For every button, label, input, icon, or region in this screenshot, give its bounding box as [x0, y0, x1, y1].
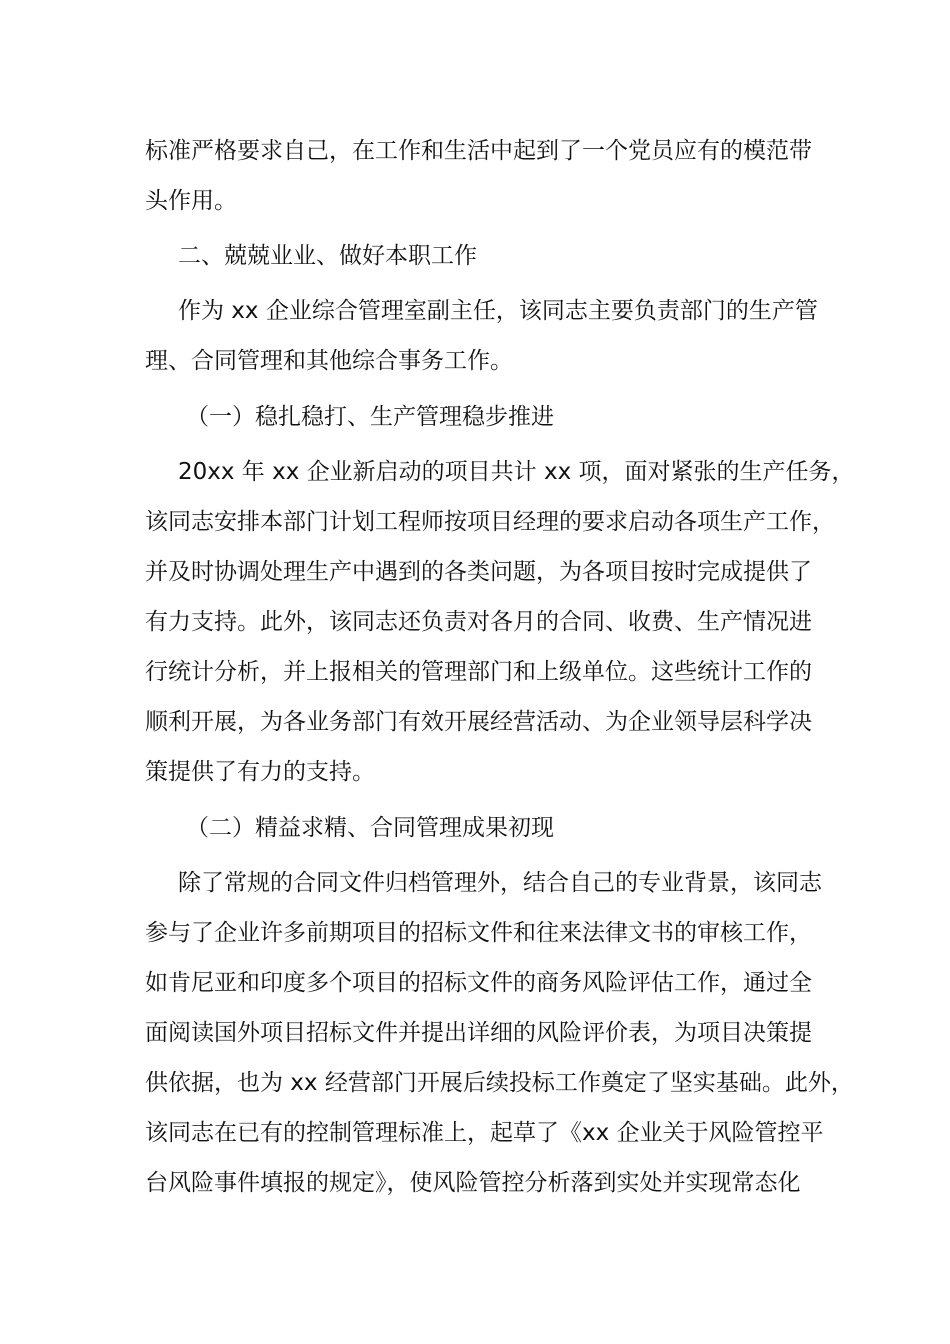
- paragraph-line: 顺利开展，为各业务部门有效开展经营活动、为企业领导层科学决: [145, 709, 812, 735]
- paragraph-line: 策提供了有力的支持。: [145, 759, 375, 785]
- paragraph-line: 头作用。: [145, 188, 237, 214]
- paragraph-line: 该同志在已有的控制管理标准上，起草了《xx 企业关于风险管控平: [145, 1120, 824, 1146]
- paragraph-line: 参与了企业许多前期项目的招标文件和往来法律文书的审核工作，: [145, 920, 812, 946]
- paragraph-line: 该同志安排本部门计划工程师按项目经理的要求启动各项生产工作，: [145, 509, 835, 535]
- paragraph-line: 理、合同管理和其他综合事务工作。: [145, 348, 513, 374]
- paragraph-line: 台风险事件填报的规定》，使风险管控分析落到实处并实现常态化: [145, 1170, 801, 1196]
- paragraph-line: 供依据，也为 xx 经营部门开展后续投标工作奠定了坚实基础。此外，: [145, 1070, 854, 1096]
- paragraph-line: 有力支持。此外，该同志还负责对各月的合同、收费、生产情况进: [145, 609, 812, 635]
- subsection-heading: （一）稳扎稳打、生产管理稳步推进: [186, 404, 554, 430]
- paragraph-line: 除了常规的合同文件归档管理外，结合自己的专业背景，该同志: [178, 870, 822, 896]
- paragraph-line: 标准严格要求自己，在工作和生活中起到了一个党员应有的模范带: [145, 138, 812, 164]
- paragraph-line: 并及时协调处理生产中遇到的各类问题，为各项目按时完成提供了: [145, 559, 812, 585]
- paragraph-line: 20xx 年 xx 企业新启动的项目共计 xx 项，面对紧张的生产任务，: [178, 459, 855, 485]
- paragraph-line: 行统计分析，并上报相关的管理部门和上级单位。这些统计工作的: [145, 659, 812, 685]
- paragraph-line: 面阅读国外项目招标文件并提出详细的风险评价表，为项目决策提: [145, 1020, 812, 1046]
- paragraph-line: 如肯尼亚和印度多个项目的招标文件的商务风险评估工作，通过全: [145, 970, 812, 996]
- section-heading: 二、兢兢业业、做好本职工作: [178, 243, 477, 269]
- paragraph-line: 作为 xx 企业综合管理室副主任，该同志主要负责部门的生产管: [178, 298, 818, 324]
- subsection-heading: （二）精益求精、合同管理成果初现: [186, 815, 554, 841]
